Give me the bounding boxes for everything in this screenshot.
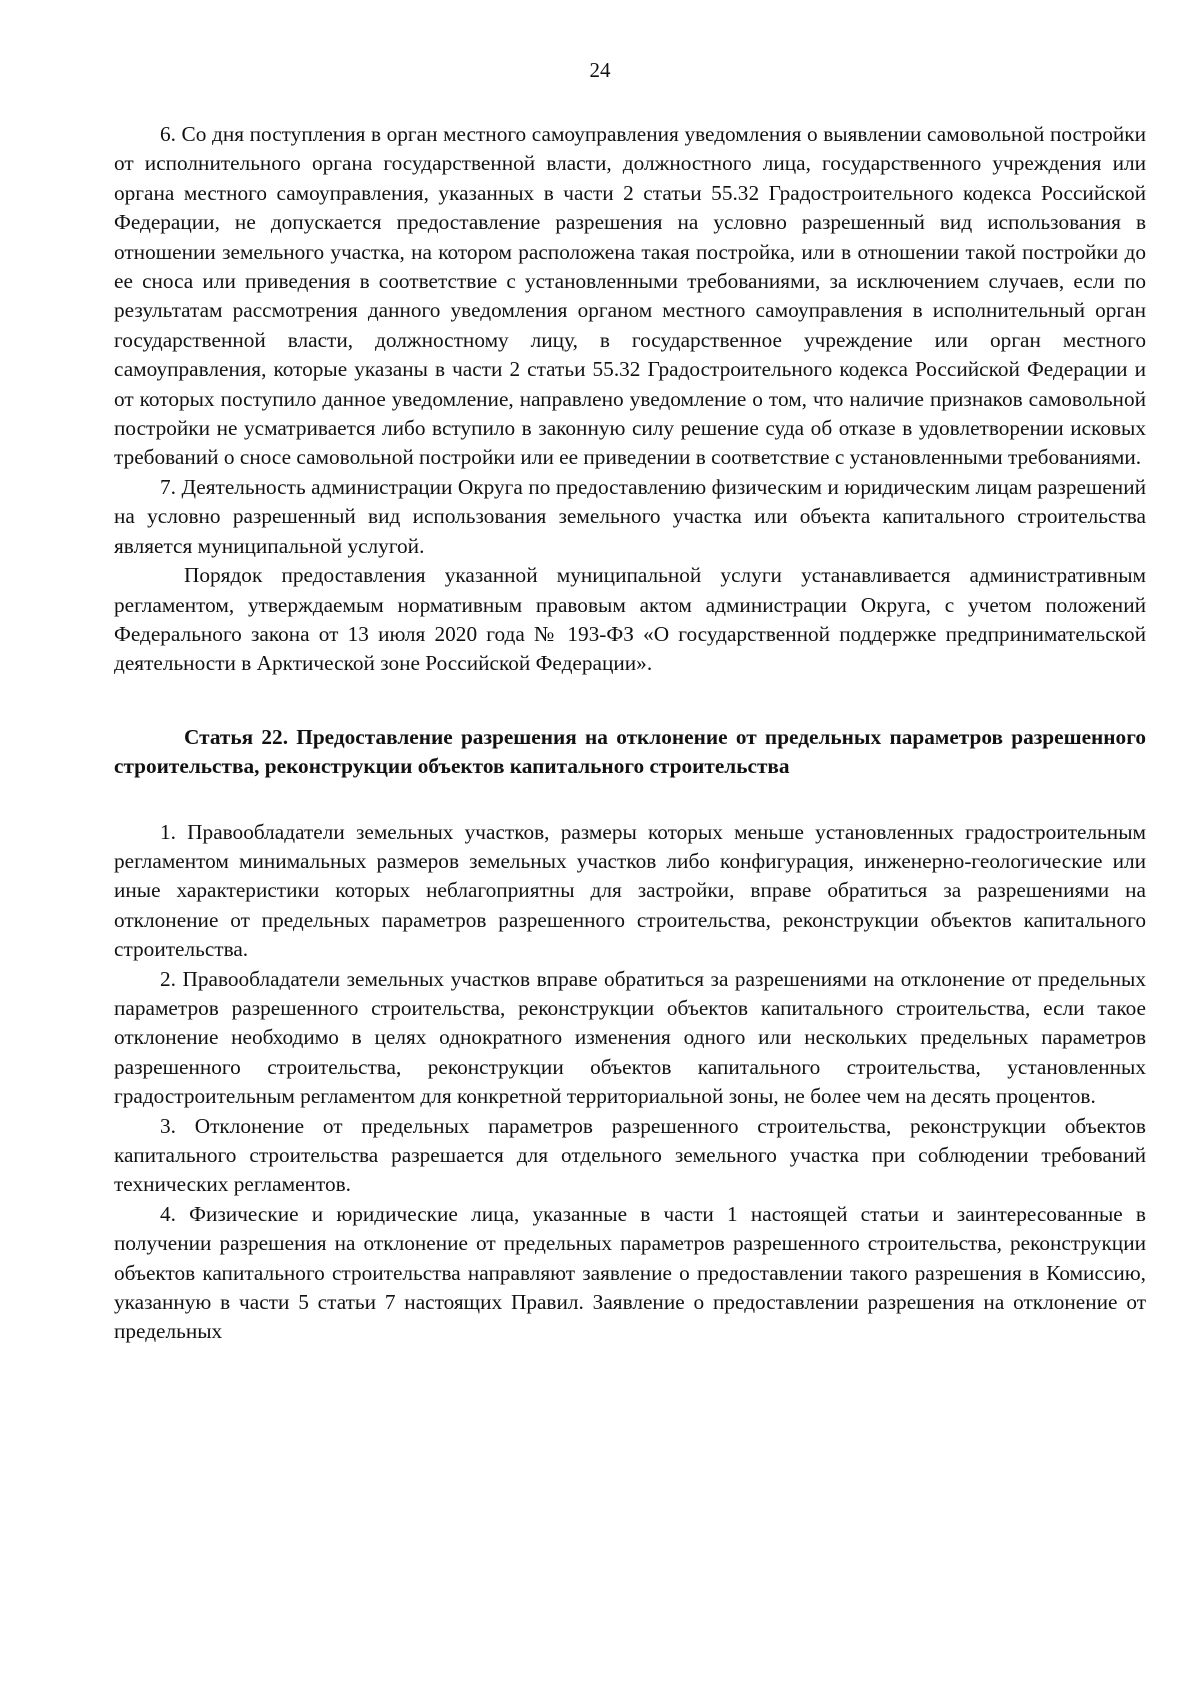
page-number: 24 — [589, 58, 611, 82]
article-22-paragraph-4: 4. Физические и юридические лица, указанные в части 1 настоящей статьи и заинтересованные в получении разрешения на отклонение от предельных параметров разрешенного строительства, реконструкции объектов капитального строительства направляют заявление о предоставлении такого разрешения в Комиссию, указанную в части 5 статьи 7 настоящих Правил. Заявление о предоставлении разрешения на отклонение от предельных — [114, 1201, 1146, 1344]
paragraph-6: 6. Со дня поступления в орган местного самоуправления уведомления о выявлении самовольной постройки от исполнительного органа государственной власти, должностного лица, государственного учреждения или органа местного самоуправления, указанных в части 2 статьи 55.32 Градостроительного кодекса Российской Федерации, не допускается предоставление разрешения на условно разрешенный вид использования в отношении земельного участка, на котором расположена такая постройка, или в отношении такой постройки до ее сноса или приведения в соответствие с установленными требованиями, за исключением случаев, если по результатам рассмотрения данного уведомления органом местного самоуправления в исполнительный орган государственной власти, должностному лицу, в государственное учреждение или орган местного самоуправления, которые указаны в части 2 статьи 55.32 Градостроительного кодекса Российской Федерации и от которых поступило данное уведомление, направлено уведомление о том, что наличие признаков самовольной постройки не усматривается либо вступило в законную силу решение суда об отказе в удовлетворении исковых требований о сносе самовольной постройки или ее приведении в соответствие с установленными требованиями. — [114, 122, 1146, 470]
article-22-paragraph-3: 3. Отклонение от предельных параметров разрешенного строительства, реконструкции объектов капитального строительства разрешается для отдельного земельного участка при соблюдении требований технических регламентов. — [114, 1113, 1146, 1197]
paragraph-procedure: Порядок предоставления указанной муниципальной услуги устанавливается административным регламентом, утверждаемым нормативным правовым актом администрации Округа, с учетом положений Федерального закона от 13 июля 2020 года № 193-ФЗ «О государственной поддержке предпринимательской деятельности в Арктической зоне Российской Федерации». — [114, 563, 1146, 676]
article-22-paragraph-1: 1. Правообладатели земельных участков, размеры которых меньше установленных градостроительным регламентом минимальных размеров земельных участков либо конфигурация, инженерно-геологические или иные характеристики которых неблагоприятны для застройки, вправе обратиться за разрешениями на отклонение от предельных параметров разрешенного строительства, реконструкции объектов капитального строительства. — [114, 819, 1146, 962]
paragraph-7: 7. Деятельность администрации Округа по предоставлению физическим и юридическим лицам разрешений на условно разрешенный вид использования земельного участка или объекта капитального строительства является муниципальной услугой. — [114, 474, 1146, 558]
article-22-paragraph-2: 2. Правообладатели земельных участков вправе обратиться за разрешениями на отклонение от предельных параметров разрешенного строительства, реконструкции объектов капитального строительства, если такое отклонение необходимо в целях однократного изменения одного или нескольких предельных параметров разрешенного строительства, реконструкции объектов капитального строительства, установленных градостроительным регламентом для конкретной территориальной зоны, не более чем на десять процентов. — [114, 966, 1146, 1109]
article-22-heading: Статья 22. Предоставление разрешения на отклонение от предельных параметров разрешенного строительства, реконструкции объектов капитального строительства — [114, 724, 1146, 779]
document-body — [114, 120, 1146, 1347]
